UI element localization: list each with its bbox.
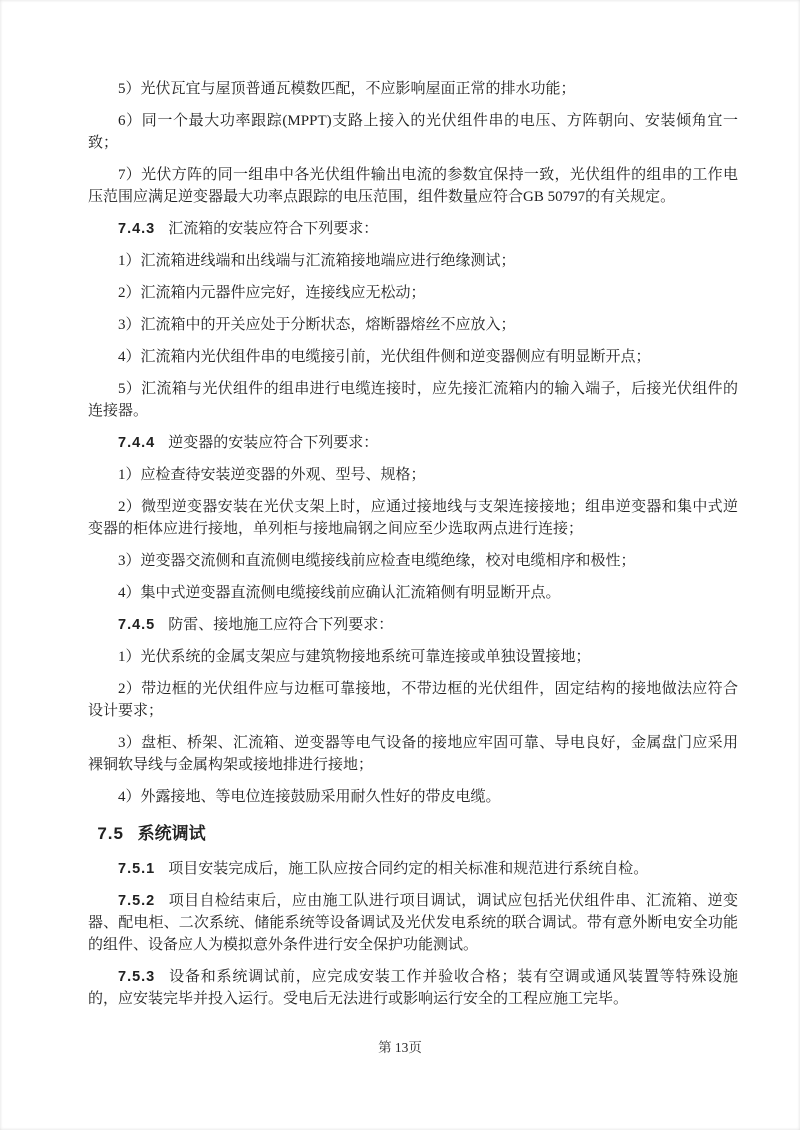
list-item: 5）汇流箱与光伏组件的组串进行电缆连接时，应先接汇流箱内的输入端子，后接光伏组件的连接器。 (88, 381, 738, 419)
clause-number: 7.4.3 (118, 221, 156, 237)
clause-number: 7.5.2 (118, 893, 156, 909)
clause-text: 项目自检结束后，应由施工队进行项目调试，调试应包括光伏组件串、汇流箱、逆变器、配电柜、二次系统、储能系统等设备调试及光伏发电系统的联合调试。带有意外断电安全功能的组件、设备应人为模拟意外条件进行安全保护功能测试。 (88, 893, 738, 953)
page-footer (0, 1036, 800, 1056)
list-item: 1）汇流箱进线端和出线端与汇流箱接地端应进行绝缘测试； (118, 253, 516, 269)
clause-number: 7.5.1 (118, 861, 156, 877)
list-item: 3）逆变器交流侧和直流侧电缆接线前应检查电缆绝缘，校对电缆相序和极性； (118, 553, 636, 569)
clause-7-4-3 (88, 218, 738, 240)
list-item: 4）汇流箱内光伏组件串的电缆接引前，光伏组件侧和逆变器侧应有明显断开点； (118, 349, 651, 365)
list-item: 1）光伏系统的金属支架应与建筑物接地系统可靠连接或单独设置接地； (118, 649, 591, 665)
page-number: 第 13页 (378, 1040, 422, 1055)
clause-number: 7.4.5 (118, 617, 156, 633)
section-heading-7-5 (88, 822, 738, 846)
clause-7-5-3 (88, 966, 738, 1010)
clause-text: 项目安装完成后，施工队应按合同约定的相关标准和规范进行系统自检。 (168, 861, 649, 877)
list-item: 3）汇流箱中的开关应处于分断状态，熔断器熔丝不应放入； (118, 317, 516, 333)
clause-number: 7.4.4 (118, 435, 156, 451)
clause-7-4-4 (88, 432, 738, 454)
list-item: 2）微型逆变器安装在光伏支架上时，应通过接地线与支架连接接地；组串逆变器和集中式逆变器的柜体应进行接地，单列柜与接地扁钢之间应至少选取两点进行连接； (88, 499, 738, 537)
list-item: 7）光伏方阵的同一组串中各光伏组件输出电流的参数宜保持一致，光伏组件的组串的工作电压范围应满足逆变器最大功率点跟踪的电压范围，组件数量应符合GB 50797的有关规定。 (88, 167, 738, 205)
section-title: 系统调试 (137, 824, 206, 843)
list-item: 6）同一个最大功率跟踪(MPPT)支路上接入的光伏组件串的电压、方阵朝向、安装倾角宜一致； (88, 113, 738, 151)
document-body (88, 78, 738, 1010)
section-number: 7.5 (97, 824, 124, 843)
list-item: 5）光伏瓦宜与屋顶普通瓦模数匹配，不应影响屋面正常的排水功能； (118, 81, 576, 97)
clause-text: 设备和系统调试前，应完成安装工作并验收合格；装有空调或通风装置等特殊设施的，应安装完毕并投入运行。受电后无法进行或影响运行安全的工程应施工完毕。 (88, 969, 738, 1007)
list-item: 3）盘柜、桥架、汇流箱、逆变器等电气设备的接地应牢固可靠、导电良好，金属盘门应采用裸铜软导线与金属构架或接地排进行接地； (88, 735, 738, 773)
clause-text: 防雷、接地施工应符合下列要求： (168, 617, 394, 633)
list-item: 4）集中式逆变器直流侧电缆接线前应确认汇流箱侧有明显断开点。 (118, 585, 561, 601)
clause-7-5-2 (88, 890, 738, 956)
clause-7-4-5 (88, 614, 738, 636)
list-item: 4）外露接地、等电位连接鼓励采用耐久性好的带皮电缆。 (118, 789, 501, 805)
clause-text: 逆变器的安装应符合下列要求： (168, 435, 379, 451)
clause-number: 7.5.3 (118, 969, 156, 985)
clause-text: 汇流箱的安装应符合下列要求： (168, 221, 379, 237)
clause-7-5-1 (88, 858, 738, 880)
list-item: 1）应检查待安装逆变器的外观、型号、规格； (118, 467, 426, 483)
list-item: 2）带边框的光伏组件应与边框可靠接地，不带边框的光伏组件，固定结构的接地做法应符合设计要求； (88, 681, 738, 719)
list-item: 2）汇流箱内元器件应完好，连接线应无松动； (118, 285, 426, 301)
